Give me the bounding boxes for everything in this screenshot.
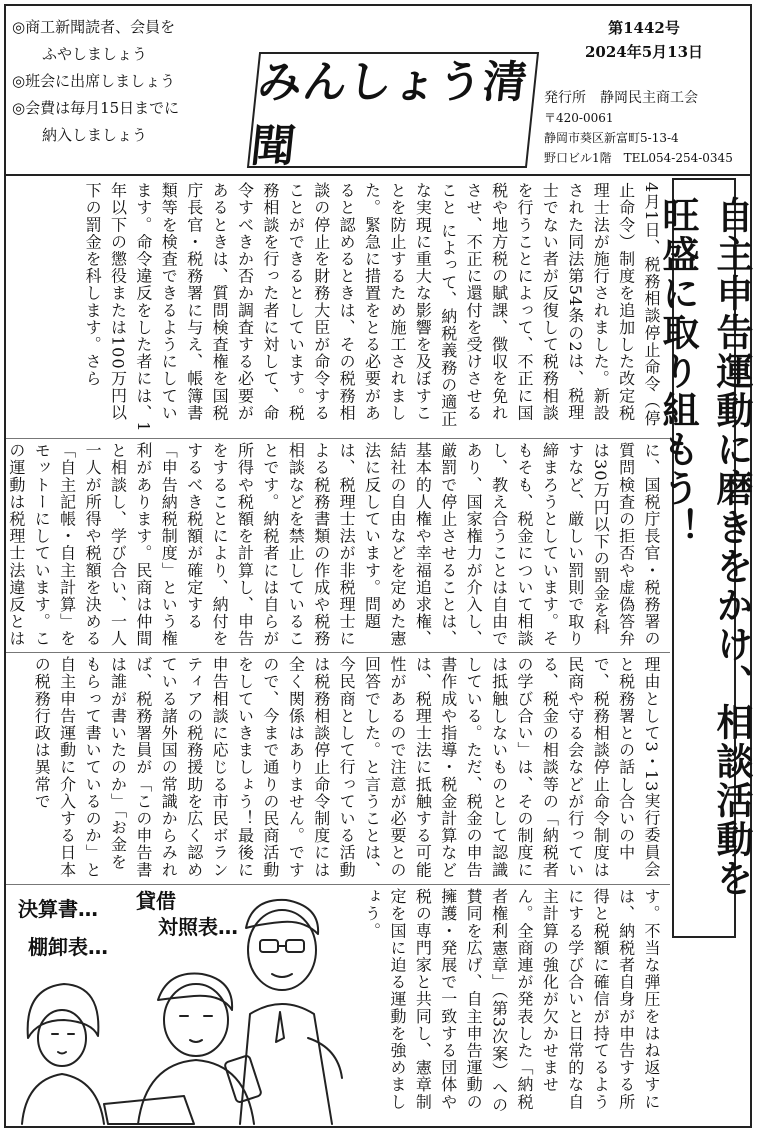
publisher-name: 発行所 静岡民主商工会 [544,90,698,106]
woman-body [22,1074,104,1124]
caption-taishaku: 貸借 [136,889,176,913]
glasses-icon [260,940,278,952]
caption-tanaoroshi: 棚卸表… [28,935,108,959]
address: 静岡市葵区新富町5-13-4 [544,131,679,145]
issue-number: 第1442号 [608,19,680,37]
caption-kessansho: 決算書… [18,897,98,921]
headline: 自主申告運動に磨きをかけ、相談活動を旺盛に取り組もう！ [672,178,736,938]
slogan-list [12,14,252,149]
row-divider [6,652,670,653]
row-divider [6,884,670,885]
issue-date: 2024年5月13日 [584,43,704,61]
issue-info [544,16,744,64]
people-illustration [8,888,354,1124]
building-phone: 野口ビル1階 TEL054-254-0345 [544,151,733,165]
postal-code: 〒420-0061 [544,111,614,125]
article-row-2: に、国税庁長官・税務署の質問検査の拒否や虚偽答弁は30万円以下の罰金を科すなど、厳しい罰則で取り締まろうとしています。そもそも、税金について相談し、教え合うことは自由であり、国家権力が介入し、厳罰で停止させることは、基本的人権や幸福追求権、結社の自由などを定めた憲法に反しています。問題は、税理士法が非税理士による税務書類の作成や税務相談などを禁止していることです。納税者には自らが所得や税額を計算し、申告をすることにより、納付をするべき税額が確定する「申告納税制度」という権利があります。民商は仲間と相談し、学び合い、一人一人が所得や税額を決める「自主記帳・自主計算」をモットーにしています。この運動は税理士法違反とは [6,442,661,648]
article-row-4: す。不当な弾圧をはね返すには、納税者自身が申告する所得と税額に確信が持てるようにする学び合いと日常的な自主計算の強化が欠かせません。全商連が発表した「納税者権利憲章」（第3次案）への賛同を広げ、自主申告運動の擁護・発展で一致する団体や税の専門家と共同し、憲章制定を国に迫る運動を強めましょう。 [362,888,661,1114]
slogan-line: ◎会費は毎月15日までに [12,99,180,117]
documents [104,1096,194,1124]
article-row-1: 4月1日、税務相談停止命令（停止命令）制度を追加した改定税理士法が施行されました。新設された同法第54条の2は、税理士でない者が反復して税務相談を行うことによって、不正に国税や地方税の賦課、徴収を免れさせ、不正に還付を受けさせること によって、納税義務の適正な実現に重大な影響を及ぼすことを防止するため施工されました。緊急に措置をとる必要があると認めるときは、その税務相談の停止を財務大臣が命令することができるとしています。税務相談を行った者に対して、命令すべきか否か調査する必要があるときは、質問検査権を国税庁長官・税務署に与え、帳簿書類等を検査できるようにしています。命令違反をした者には、1年以下の懲役または100万円以下の罰金を科します。さら [83,182,661,433]
slogan-line: ◎班会に出席しましょう [12,72,176,90]
slogan-line: ◎商工新聞読者、会員を [12,18,176,36]
man-hair [246,900,318,934]
publisher-info [544,88,756,168]
article-row-3: 理由として3・13実行委員会と税務署との話し合いの中で、税務相談停止命令制度は民商や守る会などが行っている、税金の相談等の「納税者の学び合い」は、その制度には抵触しないものとして認識している。ただ、税金の申告書作成や指導・税金計算などは、税理士法に抵触する可能性があるので注意が必要との回答でした。と言うことは、今民商として行っている活動は税務相談停止命令制度には全く関係はありません。ですので、今まで通りの民商活動をしていきましょう！最後に申告相談に応じる市民ボランティアの税務援助を広く認めている諸外国の常識からみれば、税務署員が「この申告書は誰が書いたのか」「お金をもらって書いているのか」と自主申告運動に介入する日本の税務行政は異常で [32,656,661,879]
newspaper-title: みんしょう清聞 [247,52,539,168]
woman-face [38,1010,86,1066]
caption-taishohyo: 対照表… [158,915,238,939]
man-body [240,1004,332,1124]
illustration [8,888,354,1124]
necktie [276,1012,284,1042]
row-divider [6,438,670,439]
slogan-line: 納入しましょう [42,126,148,144]
masthead [4,4,752,176]
boy-body [138,1060,254,1124]
boy-face [164,984,228,1056]
slogan-line: ふやしましょう [42,45,148,63]
boy-hair [158,974,232,1010]
